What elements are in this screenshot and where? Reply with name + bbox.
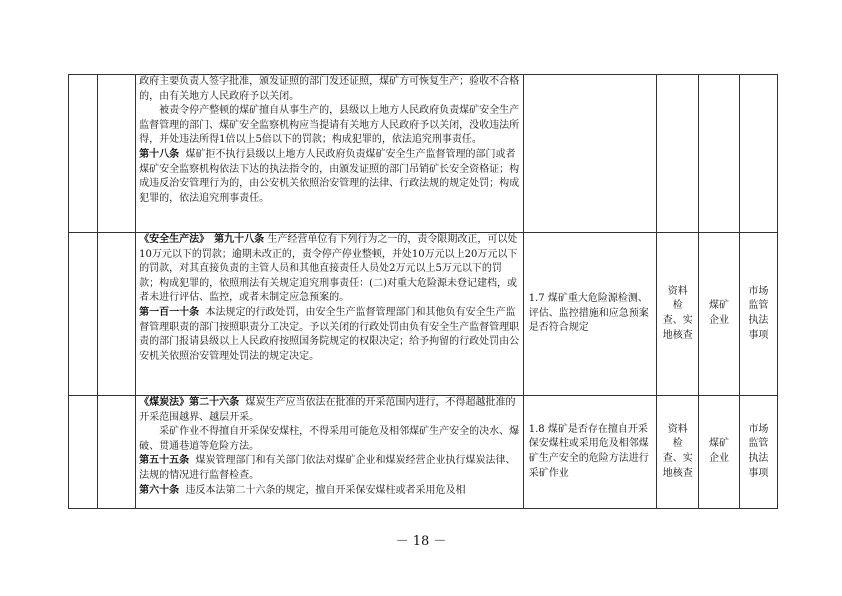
law-cell (136, 75, 524, 233)
regulation-table (68, 74, 778, 509)
subject-cell: 煤矿 企业 (699, 396, 739, 509)
law-paragraph: 第六十条 违反本法第二十六条的规定，擅自开采保安煤柱或者采用危及相 (139, 484, 466, 496)
law-paragraph: 《安全生产法》 第九十八条 生产经营单位有下列行为之一的，责令限期改正，可以处10万元以下的罚款；逾期未改正的，责令停产停业整顿，并处10万元以上20万元以下的罚款，对其直接负责的主管人员和其他直接责任人员处2万元以上5万元以下的罚款；构成犯罪的，依照刑法有关规定追究刑事责任：(二)对重大危险源未登记建档，或者未进行评估、监控，或者未制定应急预案的。 (139, 234, 518, 304)
law-paragraph: 第五十五条 煤炭管理部门和有关部门依法对煤矿企业和煤炭经营企业执行煤炭法律、法规的情况进行监督检查。 (139, 455, 516, 481)
category-cell (739, 75, 777, 233)
article-number: 《煤炭法》第二十六条 (139, 397, 240, 408)
item-cell (97, 233, 135, 396)
method-cell (657, 75, 699, 233)
category-cell: 市场 监管 执法 事项 (739, 396, 777, 509)
item-cell (97, 396, 135, 509)
subject-cell: 煤矿 企业 (699, 233, 739, 396)
subject-cell (699, 75, 739, 233)
law-paragraph: 被责令停产整顿的煤矿擅自从事生产的，县级以上地方人民政府负责煤矿安全生产监督管理的部门、煤矿安全监察机构应当提请有关地方人民政府予以关闭，没收违法所得，并处违法所得1倍以上5倍以下的罚款；构成犯罪的，依法追究刑事责任。 (139, 105, 520, 146)
content-cell (523, 75, 656, 233)
article-number: 第五十五条 (139, 455, 190, 467)
method-cell: 资料 检 查、实地核查 (657, 233, 699, 396)
item-cell (97, 75, 135, 233)
article-number: 第十八条 (139, 148, 180, 160)
method-cell: 资料 检 查、实地核查 (657, 396, 699, 509)
table-row (69, 396, 778, 509)
table-row (69, 233, 778, 396)
table-row (69, 75, 778, 233)
content-cell: 1.8 煤矿是否存在擅自开采保安煤柱或采用危及相邻煤矿生产安全的危险方法进行采矿作业 (523, 396, 656, 509)
article-number: 第一百一十条 (139, 306, 200, 318)
article-number: 第六十条 (139, 484, 180, 496)
row-number-cell (69, 396, 98, 509)
category-cell: 市场 监管 执法 事项 (739, 233, 777, 396)
row-number-cell (69, 75, 98, 233)
law-paragraph: 《煤炭法》第二十六条 煤炭生产应当依法在批准的开采范围内进行，不得超越批准的开采范围越界、越层开采。 (139, 397, 516, 423)
law-paragraph: 第十八条 煤矿拒不执行县级以上地方人民政府负责煤矿安全生产监督管理的部门或者煤矿安全监察机构依法下达的执法指令的，由颁发证照的部门吊销矿长安全资格证；构成违反治安管理行为的，由公安机关依照治安管理的法律、行政法规的规定处罚；构成犯罪的，依法追究刑事责任。 (139, 148, 520, 204)
row-number-cell (69, 233, 98, 396)
law-paragraph: 政府主要负责人签字批准，颁发证照的部门发还证照，煤矿方可恢复生产；验收不合格的，由有关地方人民政府予以关闭。 (139, 76, 520, 102)
law-cell (136, 233, 524, 396)
law-cell (136, 396, 524, 509)
law-paragraph: 采矿作业不得擅自开采保安煤柱，不得采用可能危及相邻煤矿生产安全的决水、爆破、贯通巷道等危险方法。 (139, 426, 520, 452)
article-number: 《安全生产法》 第九十八条 (139, 234, 265, 245)
content-cell: 1.7 煤矿重大危险源检测、评估、监控措施和应急预案是否符合规定 (523, 233, 656, 396)
law-paragraph: 第一百一十条 本法规定的行政处罚，由安全生产监督管理部门和其他负有安全生产监督管理职责的部门按照职责分工决定。予以关闭的行政处罚由负有安全生产监督管理职责的部门报请县级以上人民政府按照国务院规定的权限决定；给予拘留的行政处罚由公安机关依照治安管理处罚法的规定决定。 (139, 306, 520, 362)
page-number: － 18 － (395, 534, 447, 549)
